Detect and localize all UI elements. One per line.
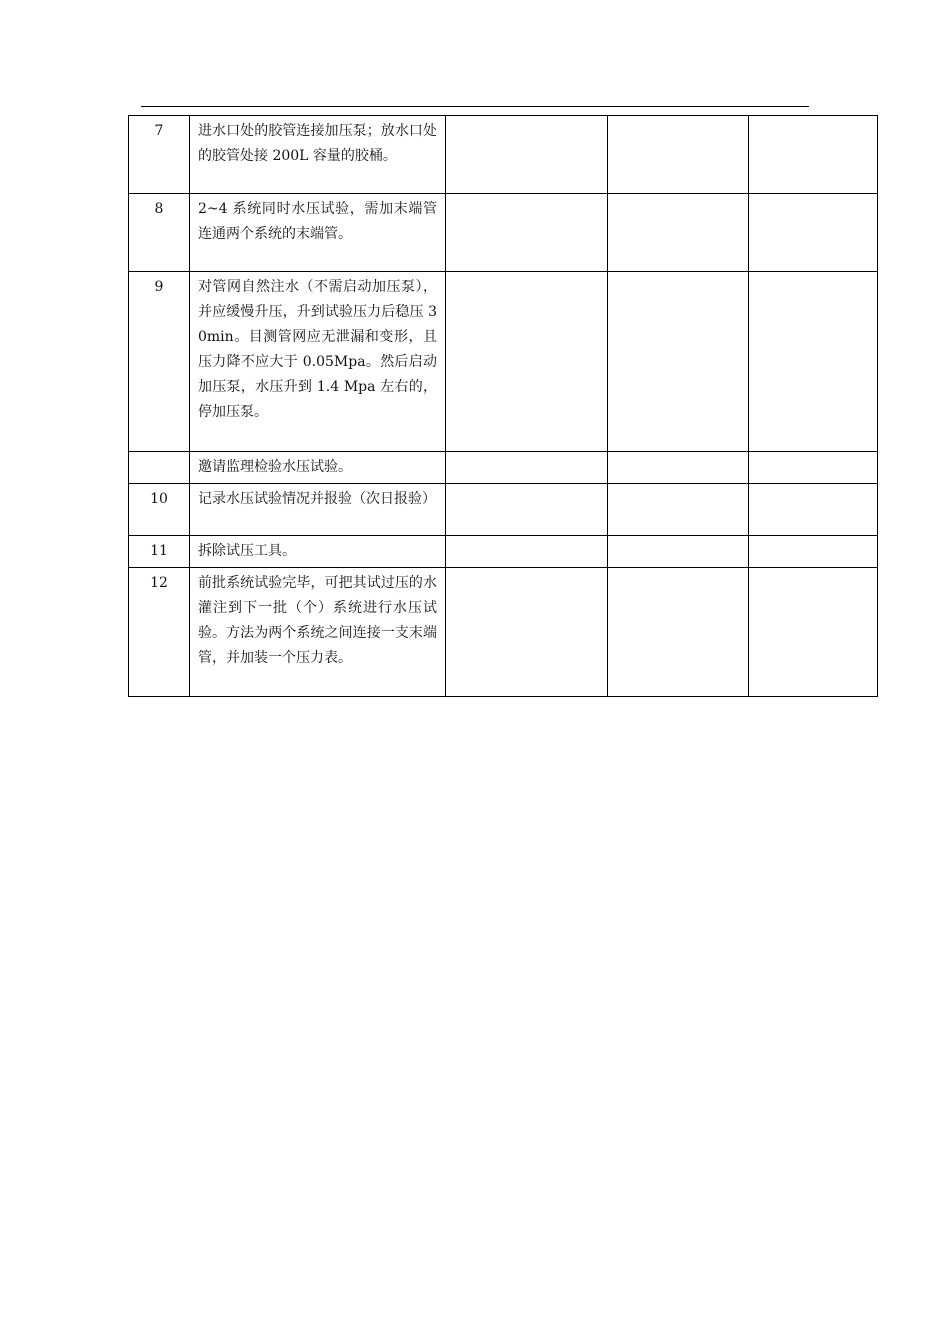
empty-cell bbox=[608, 452, 749, 484]
empty-cell bbox=[749, 272, 878, 452]
empty-cell bbox=[446, 568, 608, 697]
step-description: 记录水压试验情况并报验（次日报验） bbox=[190, 484, 446, 536]
table-row bbox=[129, 484, 878, 536]
empty-cell bbox=[446, 194, 608, 272]
procedure-table bbox=[128, 115, 878, 697]
table-row bbox=[129, 116, 878, 194]
empty-cell bbox=[749, 484, 878, 536]
empty-cell bbox=[608, 568, 749, 697]
step-description: 进水口处的胶管连接加压泵；放水口处的胶管处接 200L 容量的胶桶。 bbox=[190, 116, 446, 194]
empty-cell bbox=[446, 116, 608, 194]
step-number: 10 bbox=[129, 484, 190, 536]
empty-cell bbox=[749, 194, 878, 272]
step-description: 邀请监理检验水压试验。 bbox=[190, 452, 446, 484]
step-description: 前批系统试验完毕，可把其试过压的水灌注到下一批（个）系统进行水压试验。方法为两个系统之间连接一支末端管，并加装一个压力表。 bbox=[190, 568, 446, 697]
table-row bbox=[129, 272, 878, 452]
step-number: 7 bbox=[129, 116, 190, 194]
header-rule bbox=[141, 106, 809, 107]
empty-cell bbox=[608, 536, 749, 568]
empty-cell bbox=[749, 452, 878, 484]
empty-cell bbox=[446, 484, 608, 536]
step-number bbox=[129, 452, 190, 484]
table-row bbox=[129, 536, 878, 568]
step-description: 2~4 系统同时水压试验，需加末端管连通两个系统的末端管。 bbox=[190, 194, 446, 272]
empty-cell bbox=[446, 272, 608, 452]
step-number: 8 bbox=[129, 194, 190, 272]
empty-cell bbox=[749, 116, 878, 194]
empty-cell bbox=[749, 536, 878, 568]
step-number: 9 bbox=[129, 272, 190, 452]
step-number: 12 bbox=[129, 568, 190, 697]
step-number: 11 bbox=[129, 536, 190, 568]
empty-cell bbox=[446, 452, 608, 484]
table-row bbox=[129, 194, 878, 272]
empty-cell bbox=[446, 536, 608, 568]
empty-cell bbox=[608, 194, 749, 272]
step-description: 拆除试压工具。 bbox=[190, 536, 446, 568]
table-row bbox=[129, 568, 878, 697]
table-row bbox=[129, 452, 878, 484]
empty-cell bbox=[608, 116, 749, 194]
empty-cell bbox=[749, 568, 878, 697]
empty-cell bbox=[608, 272, 749, 452]
empty-cell bbox=[608, 484, 749, 536]
step-description: 对管网自然注水（不需启动加压泵），并应缓慢升压，升到试验压力后稳压 30min。目测管网应无泄漏和变形，且压力降不应大于 0.05Mpa。然后启动加压泵，水压升到 1.4 Mpa 左右的，停加压泵。 bbox=[190, 272, 446, 452]
